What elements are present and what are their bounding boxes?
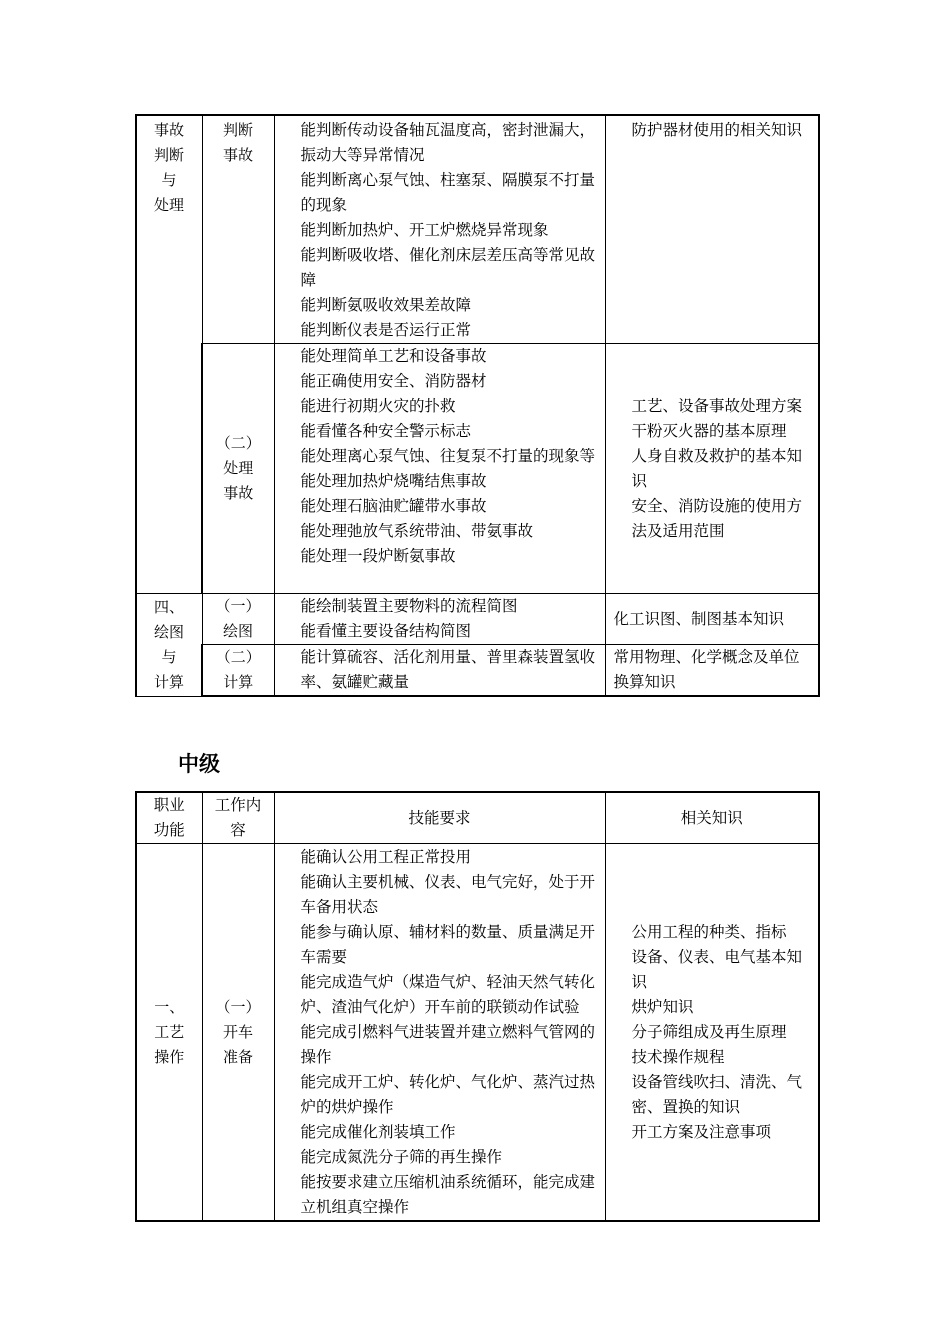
skill-item: 能判断离心泵气蚀、柱塞泵、隔膜泵不打量的现象	[300, 171, 596, 214]
content-line: 准备	[222, 1047, 253, 1066]
function-line: 绘图	[153, 622, 184, 641]
skills-cell	[274, 115, 605, 344]
skills-cell	[274, 594, 605, 645]
skill-item: 能完成氮洗分子筛的再生操作	[300, 1148, 503, 1166]
content-line: （二）	[215, 434, 261, 452]
content-cell	[202, 645, 274, 697]
skills-cell	[274, 344, 605, 594]
skill-item: 能处理离心泵气蚀、往复泵不打量的现象等	[300, 447, 596, 465]
function-line: 工艺	[154, 1022, 185, 1041]
skill-item: 能处理简单工艺和设备事故	[300, 347, 487, 365]
skill-item: 能进行初期火灾的扑救	[300, 397, 456, 415]
skill-item: 能完成造气炉（煤造气炉、轻油天然气转化炉、渣油气化炉）开车前的联锁动作试验	[300, 973, 596, 1016]
knowledge-item: 常用物理、化学概念及单位换算知识	[613, 648, 800, 691]
knowledge-cell	[605, 594, 819, 645]
section-heading: 中级	[178, 752, 220, 776]
skill-item: 能判断传动设备轴瓦温度高，密封泄漏大，振动大等异常情况	[300, 121, 596, 164]
skill-item: 能看懂主要设备结构简图	[300, 622, 472, 640]
skill-item: 能计算硫容、活化剂用量、普里森装置氢收率、氨罐贮藏量	[300, 648, 596, 691]
content-line: （二）	[215, 648, 261, 666]
knowledge-item: 安全、消防设施的使用方法及适用范围	[631, 496, 803, 540]
skill-item: 能绘制装置主要物料的流程简图	[300, 597, 518, 615]
knowledge-item: 公用工程的种类、指标	[631, 922, 787, 941]
skill-item: 能完成开工炉、转化炉、气化炉、蒸汽过热炉的烘炉操作	[300, 1073, 596, 1116]
skill-item: 能按要求建立压缩机油系统循环，能完成建立机组真空操作	[300, 1173, 596, 1216]
table-row	[136, 115, 819, 344]
skill-item: 能判断加热炉、开工炉燃烧异常现象	[300, 221, 549, 239]
content-line: （一）	[215, 997, 261, 1016]
knowledge-item: 分子筛组成及再生原理	[631, 1022, 787, 1041]
knowledge-item: 设备、仪表、电气基本知识	[631, 947, 803, 991]
skill-item: 能判断氨吸收效果差故障	[300, 296, 472, 314]
header-line: 容	[230, 821, 246, 839]
skills-cell	[274, 844, 605, 1222]
skill-item: 能处理石脑油贮罐带水事故	[300, 497, 487, 515]
knowledge-item: 防护器材使用的相关知识	[631, 121, 803, 139]
knowledge-item: 人身自救及救护的基本知识	[631, 446, 803, 490]
function-line: 与	[161, 171, 177, 189]
content-cell	[202, 594, 274, 645]
skill-item: 能判断仪表是否运行正常	[300, 321, 472, 339]
table-header-row	[136, 792, 819, 844]
function-cell	[136, 115, 202, 594]
knowledge-cell	[605, 344, 819, 594]
knowledge-item: 烘炉知识	[631, 997, 694, 1016]
content-line: 事故	[222, 146, 253, 164]
header-skills: 技能要求	[274, 792, 605, 844]
header-knowledge: 相关知识	[605, 792, 819, 844]
header-content	[202, 792, 274, 844]
function-line: 事故	[153, 121, 184, 139]
skill-item: 能处理加热炉烧嘴结焦事故	[300, 472, 487, 490]
knowledge-item: 化工识图、制图基本知识	[613, 609, 785, 628]
header-line: 职业	[153, 796, 185, 814]
function-cell	[136, 844, 202, 1222]
table-row	[136, 844, 819, 1222]
content-cell	[202, 844, 274, 1222]
knowledge-item: 技术操作规程	[631, 1047, 725, 1066]
knowledge-item: 设备管线吹扫、清洗、气密、置换的知识	[631, 1072, 803, 1116]
function-line: 计算	[153, 672, 184, 691]
table-row	[136, 645, 819, 697]
content-line: 处理	[223, 459, 254, 477]
function-line: 与	[161, 647, 177, 666]
skill-item: 能确认主要机械、仪表、电气完好，处于开车备用状态	[300, 873, 596, 916]
skill-item: 能参与确认原、辅材料的数量、质量满足开车需要	[300, 923, 596, 966]
content-line: （一）	[215, 597, 261, 615]
skill-item: 能判断吸收塔、催化剂床层差压高等常见故障	[300, 246, 596, 289]
function-cell	[136, 594, 202, 697]
skills-table-part1	[135, 114, 820, 697]
knowledge-cell	[605, 645, 819, 697]
content-line: 判断	[222, 121, 253, 139]
header-line: 功能	[153, 821, 185, 839]
knowledge-cell	[605, 844, 819, 1222]
skill-item: 能看懂各种安全警示标志	[300, 422, 472, 440]
function-line: 四、	[153, 597, 184, 616]
table-row	[136, 344, 819, 594]
header-function	[136, 792, 202, 844]
content-cell	[202, 344, 274, 594]
function-line: 操作	[154, 1047, 185, 1066]
skills-cell	[274, 645, 605, 697]
skill-item: 能确认公用工程正常投用	[300, 848, 472, 866]
knowledge-item: 干粉灭火器的基本原理	[631, 421, 787, 440]
content-cell	[202, 115, 274, 344]
skill-item: 能处理一段炉断氨事故	[300, 547, 456, 565]
content-line: 事故	[223, 484, 254, 502]
function-line: 判断	[153, 146, 184, 164]
skill-item: 能处理弛放气系统带油、带氨事故	[300, 522, 534, 540]
knowledge-item: 工艺、设备事故处理方案	[631, 396, 803, 415]
function-line: 一、	[154, 997, 185, 1016]
knowledge-item: 开工方案及注意事项	[631, 1122, 772, 1141]
skill-item: 能完成催化剂装填工作	[300, 1123, 456, 1141]
skill-item: 能正确使用安全、消防器材	[300, 372, 487, 390]
header-line: 工作内	[214, 796, 262, 814]
content-line: 计算	[223, 673, 254, 691]
content-line: 开车	[222, 1022, 253, 1041]
content-line: 绘图	[222, 622, 253, 640]
skill-item: 能完成引燃料气进装置并建立燃料气管网的操作	[300, 1023, 596, 1066]
function-line: 处理	[153, 196, 184, 214]
table-row	[136, 594, 819, 645]
skills-table-part2	[135, 791, 820, 1222]
knowledge-cell	[605, 115, 819, 344]
